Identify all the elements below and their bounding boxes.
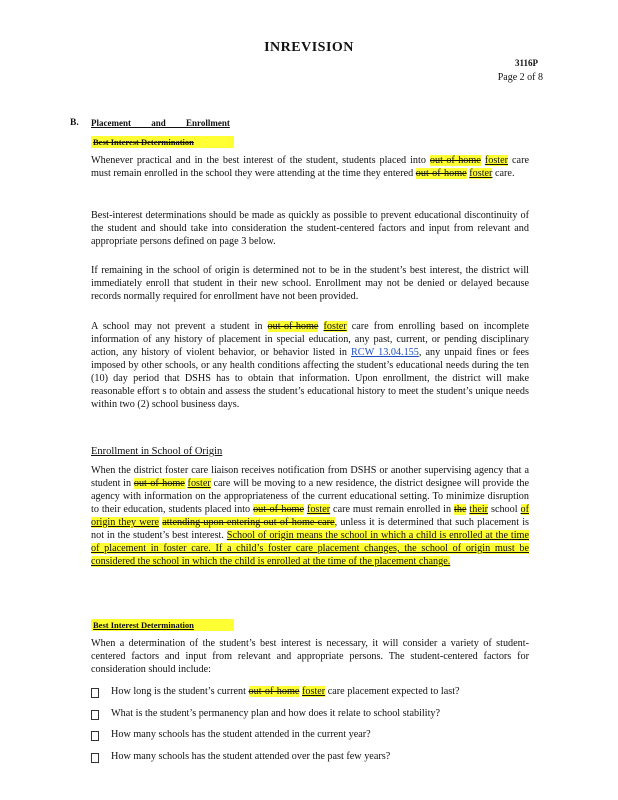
bullet-box-icon	[91, 688, 99, 698]
paragraph-school-of-origin: When the district foster care liaison receives notification from DSHS or another supervising agency that a student in out-of-home foster care will be moving to a new residence, the district designee will provide the agency with information on the appropriateness of the current educational setting. To minimize disruption to their education, students placed into out-of-home foster care must remain enrolled in the their school of origin they were attending upon entering out-of-home care, unless it is determined that such placement is not in the student’s best interest. School of origin means the school in which a child is enrolled at the time of placement in foster care. If a child’s foster care placement changes, the school of origin must be considered the school in which the child is enrolled at the time of the placement change.	[91, 465, 530, 567]
list-item: How many schools has the student attended in the current year?	[91, 729, 531, 751]
page-number: Page 2 of 8	[497, 72, 543, 83]
bullet-box-icon	[91, 731, 99, 741]
factor-list	[91, 686, 531, 772]
paragraph-student-centered-factors: When a determination of the student’s best interest is necessary, it will consider a variety of student-centered factors and input from relevant and appropriate persons. The student-centered factors for consideration should include:	[91, 638, 529, 675]
policy-number: 3116P	[514, 58, 538, 68]
paragraph-school-continuity: Whenever practical and in the best interest of the student, students placed into out-of-home foster care must remain enrolled in the school they were attending at the time they entered out-of-home foster care.	[91, 155, 529, 179]
list-item: What is the student’s permanency plan and how does it relate to school stability?	[91, 708, 531, 730]
rcw-link[interactable]: RCW 13.04.155	[351, 347, 419, 358]
list-item: How many schools has the student attended over the past few years?	[91, 751, 531, 773]
best-interest-heading-struck: Best Interest Determination	[91, 136, 234, 148]
enrollment-school-of-origin-heading: Enrollment in School of Origin	[91, 446, 223, 457]
bullet-box-icon	[91, 753, 99, 763]
document-title: INREVISION	[264, 40, 354, 55]
paragraph-enrollment-protections: A school may not prevent a student in out-of-home foster care from enrolling based on incomplete information of any history of placement in special education, any past, current, or pending disciplinary action, any history of violent behavior, or behavior listed in RCW 13.04.155, any unpaid fines or fees imposed by other schools, or any health conditions affecting the student’s educational needs during the ten (10) day period that DSHS has to obtain that information. Upon enrollment, the district will make reasonable effort s to obtain and assess the student’s educational history to meet the student’s unique needs within two (2) school business days.	[91, 321, 530, 410]
best-interest-heading-new: Best Interest Determination	[91, 619, 234, 631]
paragraph-best-interest-timing: Best-interest determinations should be made as quickly as possible to prevent educational discontinuity of the student and should take into consideration the student-centered factors and input from relevant and appropriate persons defined on page 3 below.	[91, 210, 529, 247]
bullet-box-icon	[91, 710, 99, 720]
section-title: Placement and Enrollment	[91, 118, 230, 128]
paragraph-immediate-enrollment: If remaining in the school of origin is determined not to be in the student’s best interest, the district will immediately enroll that student in their new school. Enrollment may not be denied or delayed because records normally required for enrollment have not been provided.	[91, 265, 529, 302]
section-letter: B.	[70, 118, 79, 128]
list-item: How long is the student’s current out-of-home foster care placement expected to last?	[91, 686, 531, 708]
